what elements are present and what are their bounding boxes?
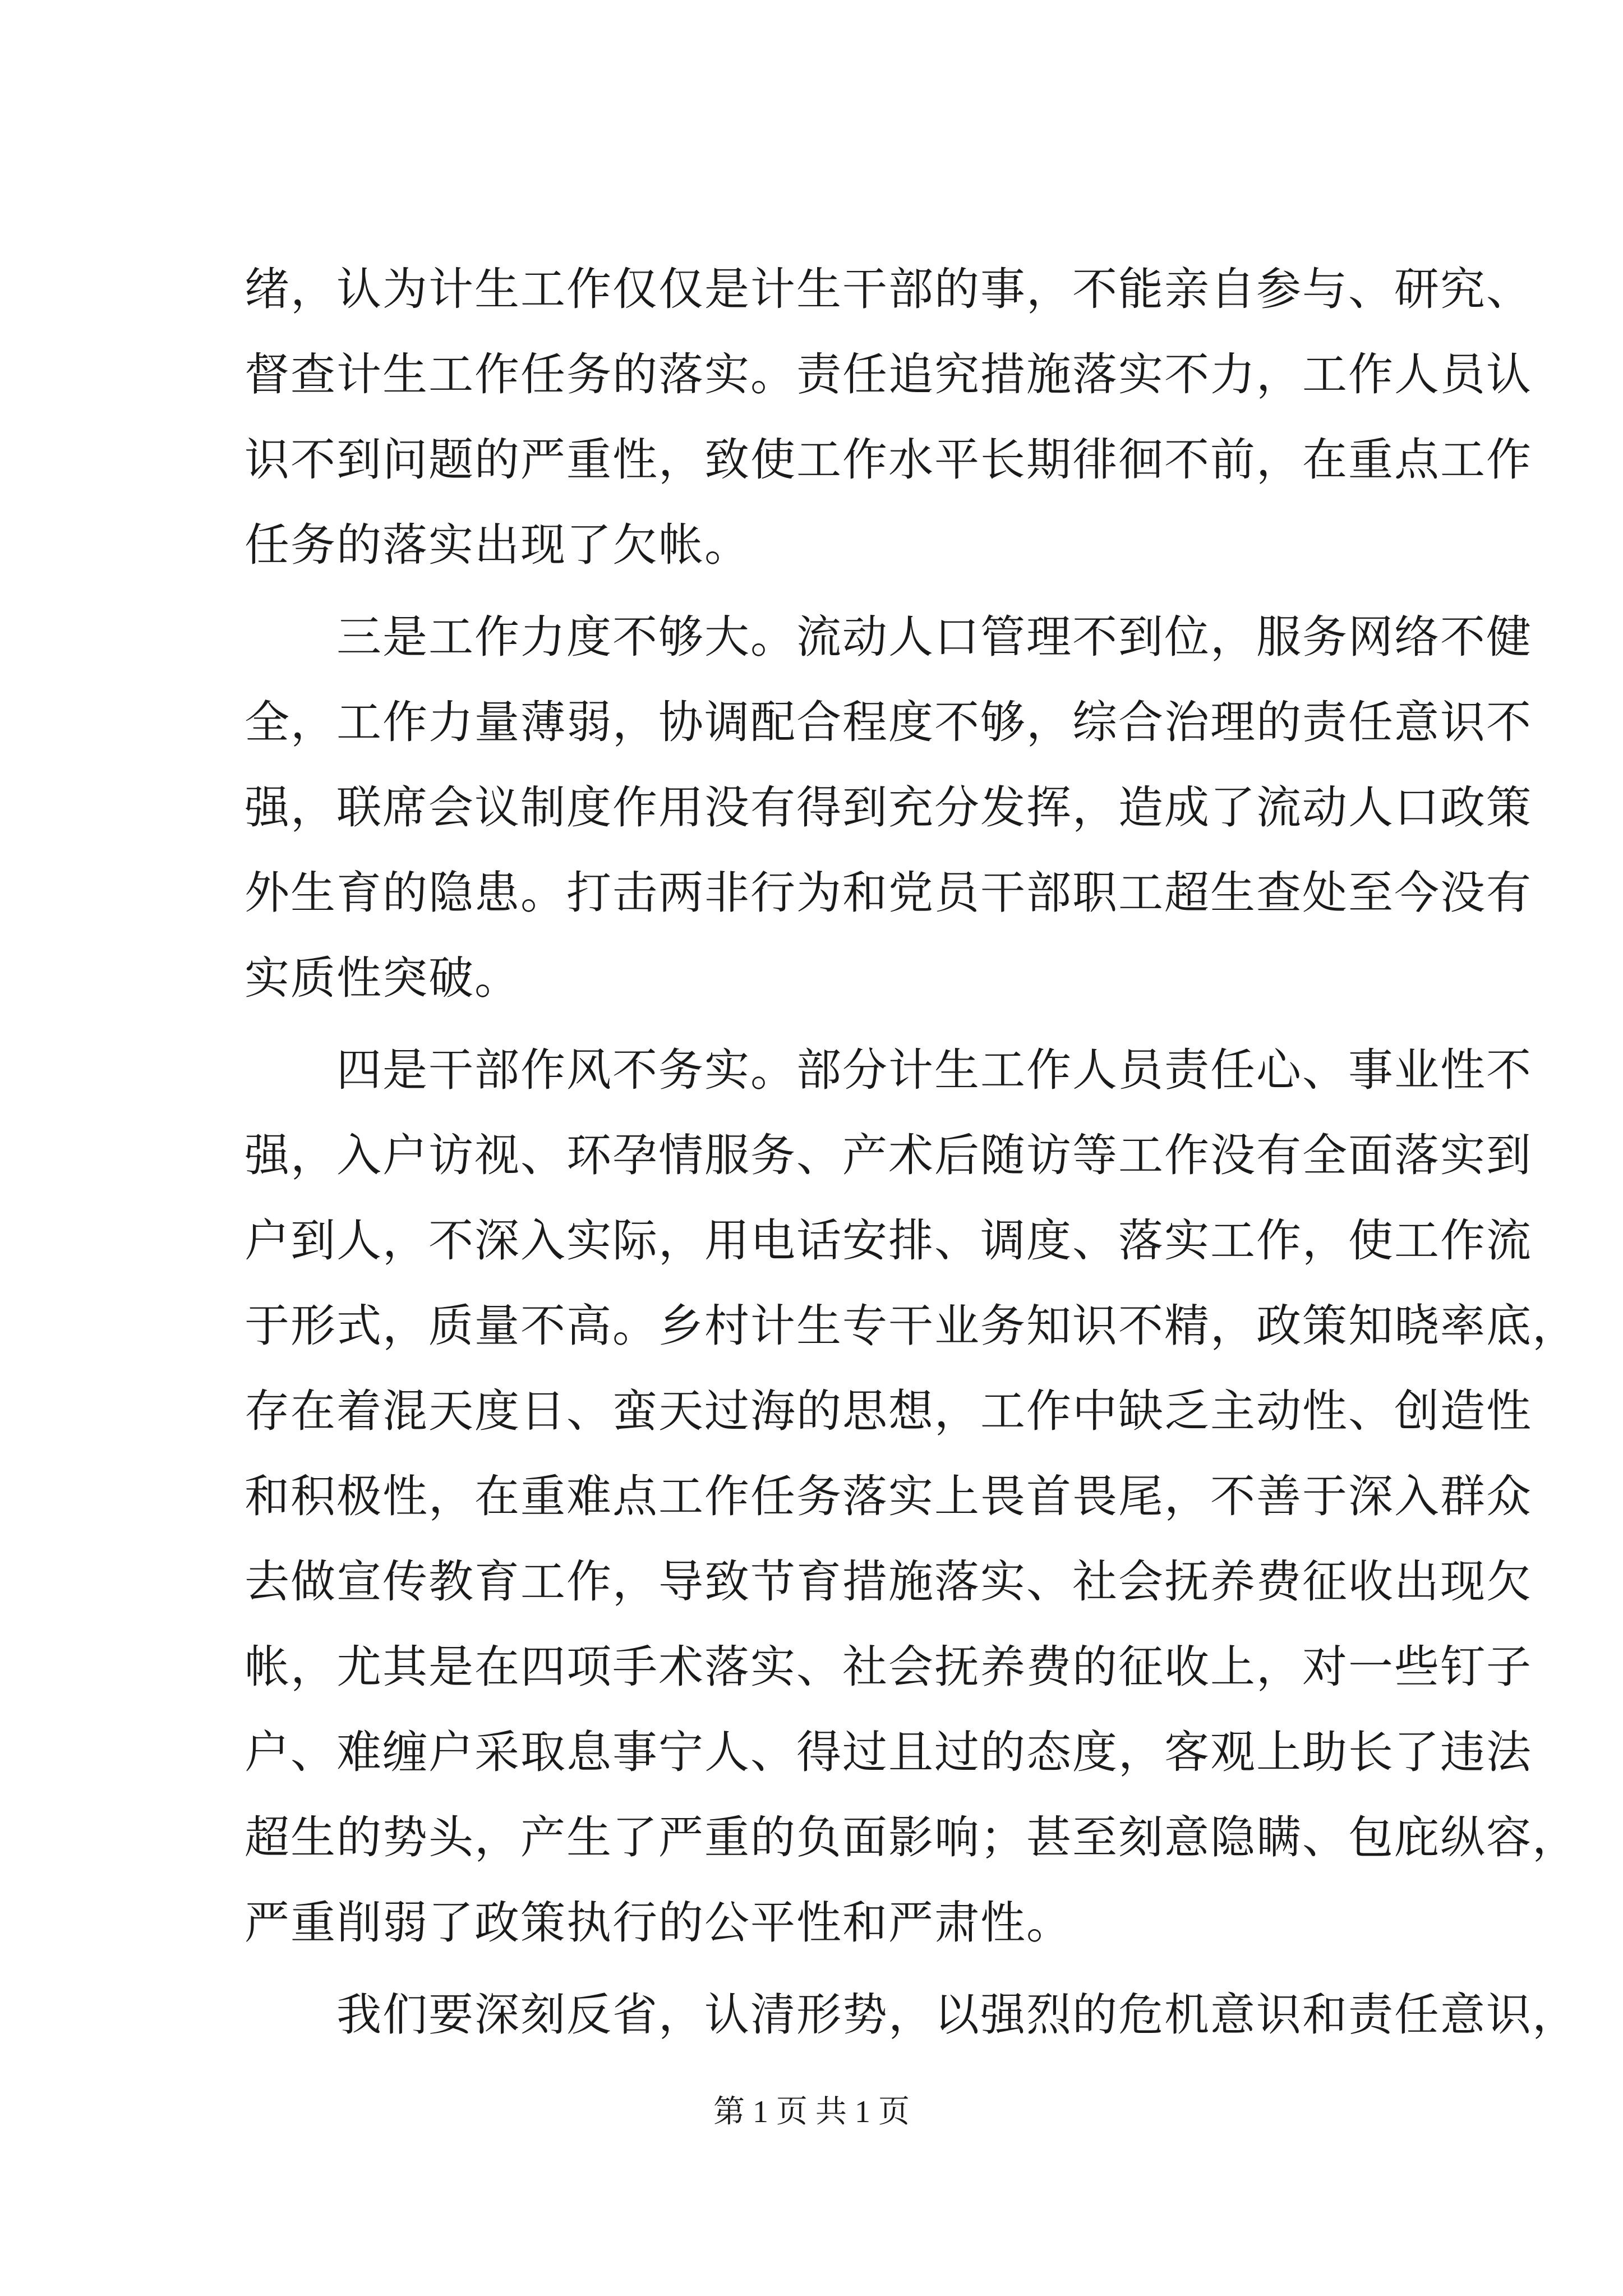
text-line: 强，入户访视、环孕情服务、产术后随访等工作没有全面落实到 <box>245 1129 1532 1181</box>
text-line: 于形式，质量不高。乡村计生专干业务知识不精，政策知晓率底， <box>245 1300 1578 1352</box>
text-line: 绪，认为计生工作仅仅是计生干部的事，不能亲自参与、研究、 <box>245 263 1532 315</box>
text-line: 帐，尤其是在四项手术落实、社会抚养费的征收上，对一些钉子 <box>245 1641 1532 1693</box>
page-number-footer: 第 1 页 共 1 页 <box>713 2095 910 2129</box>
text-line: 三是工作力度不够大。流动人口管理不到位，服务网络不健 <box>245 611 1532 663</box>
text-line: 四是干部作风不务实。部分计生工作人员责任心、事业性不 <box>245 1044 1532 1096</box>
text-line: 严重削弱了政策执行的公平性和严肃性。 <box>245 1897 1072 1949</box>
paragraph-gap <box>245 588 1411 595</box>
paragraph-gap <box>245 1966 1411 1972</box>
text-line: 实质性突破。 <box>245 952 520 1004</box>
text-line: 督查计生工作任务的落实。责任追究措施落实不力，工作人员认 <box>245 348 1532 401</box>
text-line: 任务的落实出现了欠帐。 <box>245 519 750 571</box>
text-line: 全，工作力量薄弱，协调配合程度不够，综合治理的责任意识不 <box>245 696 1532 748</box>
text-line: 识不到问题的严重性，致使工作水平长期徘徊不前，在重点工作 <box>245 434 1532 486</box>
paragraph-gap <box>245 1021 1411 1028</box>
text-line: 外生育的隐患。打击两非行为和党员干部职工超生查处至今没有 <box>245 867 1532 919</box>
text-line: 超生的势头，产生了严重的负面影响；甚至刻意隐瞒、包庇纵容， <box>245 1811 1578 1864</box>
text-line: 我们要深刻反省，认清形势，以强烈的危机意识和责任意识， <box>245 1989 1578 2041</box>
text-line: 和积极性，在重难点工作任务落实上畏首畏尾，不善于深入群众 <box>245 1470 1532 1522</box>
document-body <box>245 247 1578 2058</box>
text-line: 存在着混天度日、蛮天过海的思想，工作中缺乏主动性、创造性 <box>245 1385 1532 1437</box>
text-line: 强，联席会议制度作用没有得到充分发挥，造成了流动人口政策 <box>245 781 1532 834</box>
text-line: 户、难缠户采取息事宁人、得过且过的态度，客观上助长了违法 <box>245 1726 1532 1778</box>
text-line: 户到人，不深入实际，用电话安排、调度、落实工作，使工作流 <box>245 1214 1532 1267</box>
text-line: 去做宣传教育工作，导致节育措施落实、社会抚养费征收出现欠 <box>245 1556 1532 1608</box>
